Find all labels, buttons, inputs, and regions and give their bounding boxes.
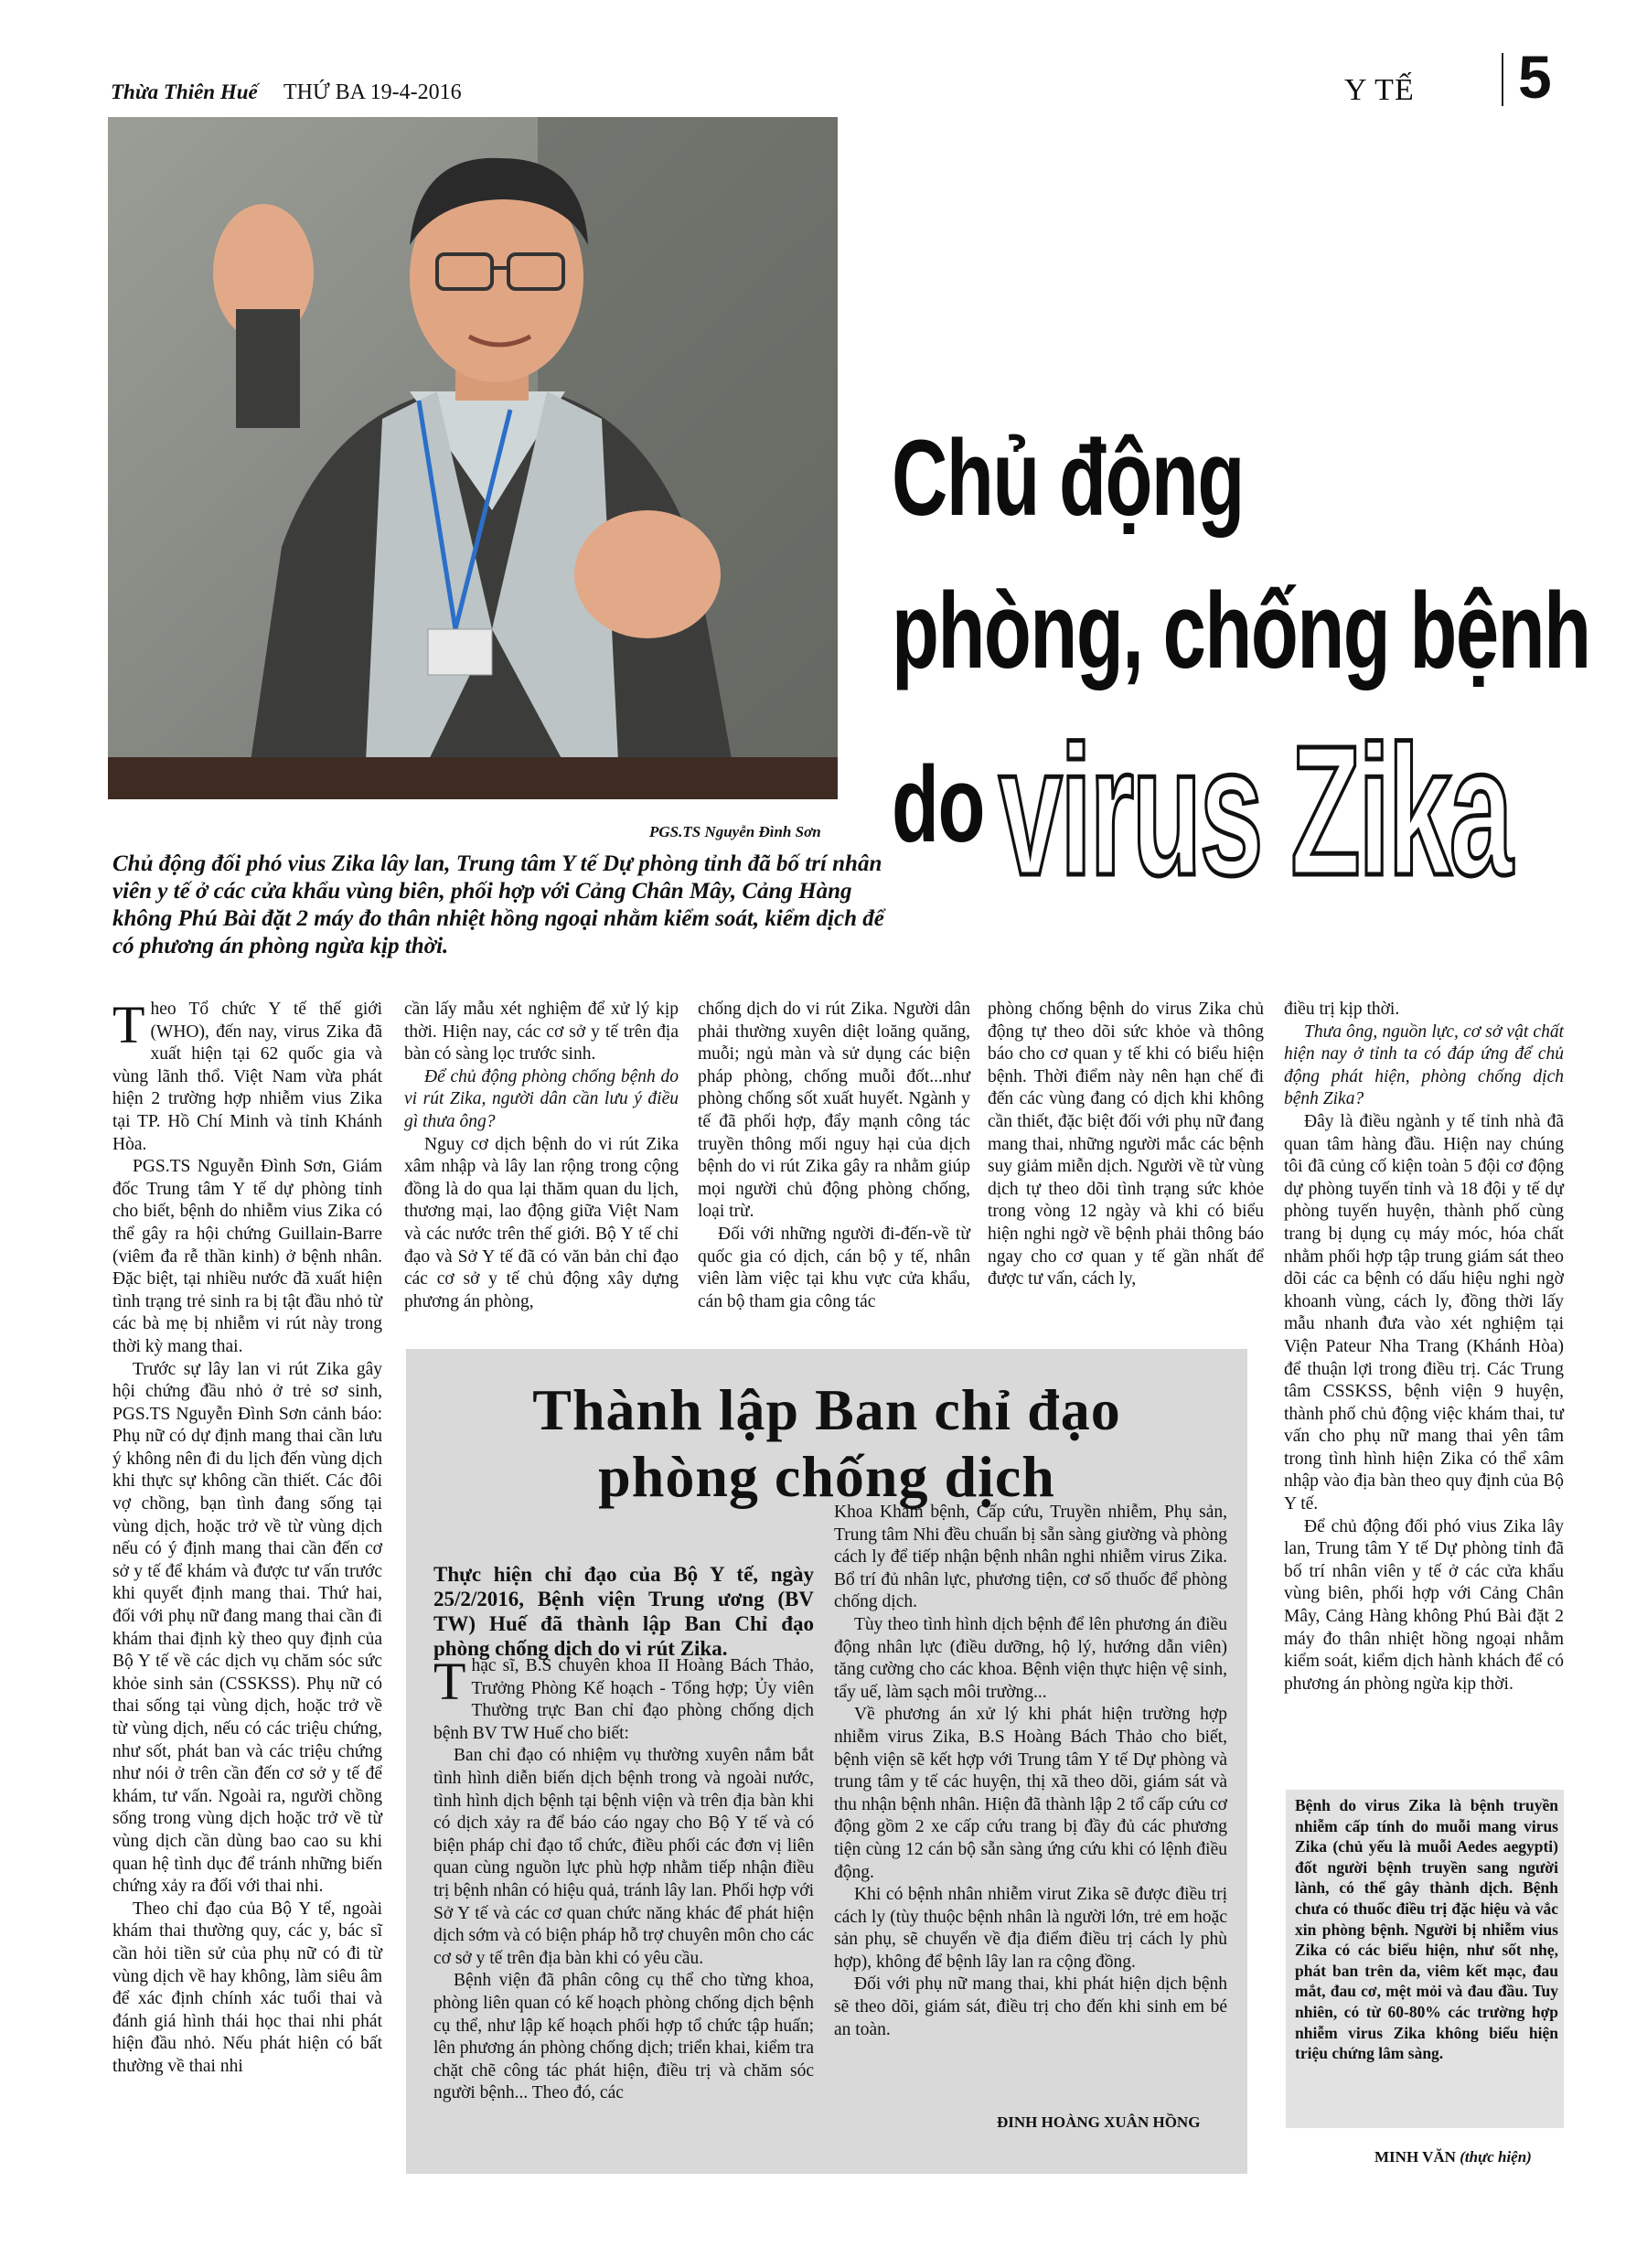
sidebar-byline: ĐINH HOÀNG XUÂN HỒNG	[997, 2113, 1201, 2131]
sidebar-column-1	[433, 1652, 814, 2105]
paragraph: Trước sự lây lan vi rút Zika gây hội chứng đầu nhỏ ở trẻ sơ sinh, PGS.TS Nguyễn Đình Sơn cảnh báo: Phụ nữ có dự định mang thai cần lưu ý không nên đi du lịch đến vùng dịch khi thực sự không cần thiết. Các đôi vợ chồng, bạn tình đang sống tại vùng dịch, hoặc trở về từ vùng dịch nếu có ý định mang thai cần đến cơ sở y tế để khám và được tư vấn trước khi quyết định mang thai. Thứ hai, đối với phụ nữ đang mang thai cần đi khám thai định kỳ theo quy định của Bộ Y tế về các dịch vụ chăm sóc sức khỏe sinh sản (CSSKSS). Phụ nữ có thai sống tại vùng dịch, hoặc trở về từ vùng dịch, nếu có các triệu chứng, như sốt, phát ban và các triệu chứng như nói ở trên cần đến cơ sở y tế để khám, tư vấn. Ngoài ra, người chồng sống trong vùng dịch hoặc trở về từ vùng dịch cần dùng bao cao su khi quan hệ tình dục để tránh những biến chứng xảy ra đối với thai nhi.	[112, 1359, 382, 1897]
paragraph: cần lấy mẫu xét nghiệm để xử lý kịp thời. Hiện nay, các cơ sở y tế trên địa bàn có sàng lọc trước sinh.	[404, 1000, 679, 1064]
paragraph: Ban chỉ đạo có nhiệm vụ thường xuyên nắm bắt tình hình diễn biến dịch bệnh trong và ngoài nước, tình hình dịch bệnh tại bệnh viện và trên địa bàn khi có dịch xảy ra để báo cáo ngay cho Bộ Y tế và có biện pháp chỉ đạo tổ chức, điều phối các đơn vị liên quan cùng nguồn lực phù hợp nhằm tiếp nhận điều trị bệnh nhân có hiệu quả, tránh lây lan. Phối hợp với Sở Y tế và các cơ quan chức năng khác để phát hiện dịch sớm và có biện pháp hỗ trợ chuyên môn cho các cơ sở y tế trên địa bàn khi có yêu cầu.	[433, 1746, 814, 1968]
article-column-5	[1284, 999, 1564, 1696]
issue-date: THỨ BA 19-4-2016	[283, 80, 462, 104]
author-name: MINH VĂN	[1374, 2148, 1456, 2166]
info-box-text: Bệnh do virus Zika là bệnh truyền nhiễm cấp tính do muỗi mang virus Zika (chủ yếu là muỗi Aedes aegypti) đốt người bệnh truyền sang người lành, có thể gây thành dịch. Bệnh chưa có thuốc điều trị đặc hiệu và vắc xin phòng bệnh. Người bị nhiễm vius Zika có các biểu hiện, như sốt nhẹ, phát ban trên da, viêm kết mạc, đau mắt, đau cơ, mệt mỏi và đau đầu. Tuy nhiên, có từ 60-80% các trường hợp nhiễm virus Zika không biểu hiện triệu chứng lâm sàng.	[1295, 1796, 1558, 2063]
headline-line-4: virus Zika	[999, 707, 1511, 914]
paragraph: Đây là điều ngành y tế tỉnh nhà đã quan tâm hàng đầu. Hiện nay chúng tôi đã củng cố kiện toàn 5 đội cơ động dự phòng tuyến tỉnh và 18 đội y tế dự phòng tuyến huyện, thành phố cùng trang bị dụng cụ máy móc, hóa chất nhằm phối hợp tập trung giám sát theo dõi các ca bệnh có dấu hiệu nghi ngờ khoanh vùng, cách ly, đồng thời lấy mẫu nhanh đưa vào xét nghiệm tại Viện Pateur Nha Trang (Khánh Hòa) để thuận lợi trong điều trị. Các Trung tâm CSSKSS, bệnh viện 9 huyện, thành phố chủ động việc khám thai, tư vấn cho phụ nữ mang thai yên tâm trong tình hình hiện Zika có thể xâm nhập vào địa bàn theo quy định của Bộ Y tế.	[1284, 1111, 1564, 1514]
paragraph: Nguy cơ dịch bệnh do vi rút Zika xâm nhập và lây lan rộng trong cộng đồng là do qua lại thăm quan du lịch, thương mại, lao động giữa Việt Nam và các nước trên thế giới. Bộ Y tế chỉ đạo và Sở Y tế đã có văn bản chỉ đạo các cơ sở y tế chủ động xây dựng phương án phòng,	[404, 1134, 679, 1311]
sidebar-title-line-2: phòng chống dịch	[598, 1444, 1055, 1509]
photo-caption: PGS.TS Nguyễn Đình Sơn	[649, 823, 821, 840]
sidebar-column-2	[834, 1502, 1227, 2041]
article-lead: Chủ động đối phó vius Zika lây lan, Trung tâm Y tế Dự phòng tỉnh đã bố trí nhân viên y tế ở các cửa khẩu vùng biên, phối hợp với Cảng Chân Mây, Cảng Hàng không Phú Bài đặt 2 máy đo thân nhiệt hồng ngoại nhằm kiểm soát, kiểm dịch để có phương án phòng ngừa kịp thời.	[112, 851, 884, 958]
paragraph: chống dịch do vi rút Zika. Người dân phải thường xuyên diệt loăng quăng, muỗi; ngủ màn và sử dụng các biện pháp phòng, chống muỗi đốt...như phòng chống sốt xuất huyết. Ngành y tế đã phối hợp, đẩy mạnh công tác truyền thông mối nguy hại của dịch bệnh do vi rút Zika gây ra nhằm giúp mọi người chủ động phòng chống, loại trừ.	[698, 1000, 970, 1222]
masthead: Thừa Thiên Huế	[111, 80, 258, 103]
page-number: 5	[1518, 43, 1552, 111]
paragraph: Khoa Khám bệnh, Cấp cứu, Truyền nhiễm, Phụ sản, Trung tâm Nhi đều chuẩn bị sẵn sàng giường và phòng cách ly để tiếp nhận bệnh nhân nghi nhiễm virus Zika. Bổ trí đủ nhân lực, phương tiện, cơ số thuốc để phòng chống dịch.	[834, 1503, 1227, 1612]
portrait-illustration	[108, 117, 838, 799]
article-column-1	[112, 995, 382, 2079]
headline-line-2: phòng, chống bệnh	[892, 571, 1590, 691]
paragraph: Khi có bệnh nhân nhiễm virut Zika sẽ được điều trị cách ly (tùy thuộc bệnh nhân là người lớn, trẻ em hoặc sản phụ, sẽ chuyển về địa điểm điều trị cách ly phù hợp), không để bệnh lây lan ra cộng đồng.	[834, 1885, 1227, 1972]
portrait-photo	[108, 117, 838, 799]
paragraph: Đối với những người đi-đến-về từ quốc gia có dịch, cán bộ y tế, nhân viên làm việc tại khu vực cửa khẩu, cán bộ tham gia công tác	[698, 1224, 970, 1311]
paragraph: Bệnh viện đã phân công cụ thể cho từng khoa, phòng liên quan có kế hoạch phòng chống dịch bệnh cụ thể, như lập kế hoạch phối hợp tổ chức tập huấn; lên phương án phòng chống dịch; triển khai, kiểm tra chặt chẽ công tác phát hiện, điều trị và chăm sóc người bệnh... Theo đó, các	[433, 1971, 814, 2103]
headline-line-1: Chủ động	[892, 418, 1244, 539]
paragraph: điều trị kịp thời.	[1284, 1000, 1400, 1019]
paragraph: hạc sĩ, B.S chuyên khoa II Hoàng Bách Thảo, Trưởng Phòng Kế hoạch - Tổng hợp; Ủy viên Thường trực Ban chỉ đạo phòng chống dịch bệnh BV TW Huế cho biết:	[433, 1656, 814, 1743]
article-byline	[1374, 2148, 1532, 2166]
paragraph: Tùy theo tình hình dịch bệnh để lên phương án điều động nhân lực (điều dưỡng, hộ lý, hướng dẫn viên) tăng cường cho các khoa. Bệnh viện thực hiện vệ sinh, tẩy uế, làm sạch môi trường...	[834, 1614, 1227, 1702]
interview-question: Để chủ động phòng chống bệnh do vi rút Zika, người dân cần lưu ý điều gì thưa ông?	[404, 1066, 679, 1131]
sidebar-lead: Thực hiện chỉ đạo của Bộ Y tế, ngày 25/2/2016, Bệnh viện Trung ương (BV TW) Huế đã thành lập Ban Chỉ đạo phòng chống dịch do vi rút Zika.	[433, 1563, 814, 1660]
headline-line-3: do	[892, 744, 984, 865]
paragraph: phòng chống bệnh do virus Zika chủ động tự theo dõi sức khỏe và thông báo cho cơ quan y tế khi có biểu hiện bệnh. Thời điểm này nên hạn chế đi đến các vùng đang có dịch khi không cần thiết, đặc biệt đối với phụ nữ đang mang thai, những người mắc các bệnh suy giảm miễn dịch. Người về từ vùng dịch tự theo dõi tình trạng sức khỏe trong vòng 12 ngày và khi có biểu hiện nghi ngờ về bệnh phải thông báo ngay cho cơ quan y tế gần nhất để được tư vấn, cách ly,	[988, 1000, 1264, 1289]
author-role: (thực hiện)	[1460, 2148, 1532, 2166]
paragraph: heo Tổ chức Y tế thế giới (WHO), đến nay, virus Zika đã xuất hiện tại 62 quốc gia và vùng lãnh thổ. Việt Nam vừa phát hiện 2 trường hợp nhiễm vius Zika tại TP. Hồ Chí Minh và tỉnh Khánh Hòa.	[112, 1000, 382, 1154]
paragraph: Về phương án xử lý khi phát hiện trường hợp nhiễm virus Zika, B.S Hoàng Bách Thảo cho biết, bệnh viện sẽ kết hợp với Trung tâm Y tế Dự phòng và trung tâm y tế các huyện, thị xã theo dõi, giám sát và thu nhận bệnh nhân. Hiện đã thành lập 2 tổ cấp cứu cơ động gồm 2 xe cấp cứu trang bị đầy đủ các phương tiện cùng 12 cán bộ sẵn sàng ứng cứu khi có lệnh điều động.	[834, 1705, 1227, 1882]
section-label: Y TẾ	[1344, 73, 1415, 107]
article-column-2	[404, 999, 679, 1313]
paragraph: PGS.TS Nguyễn Đình Sơn, Giám đốc Trung tâm Y tế dự phòng tỉnh cho biết, bệnh do nhiễm vius Zika có thể gây ra hội chứng Guillain-Barre (viêm đa rễ thần kinh) ở bệnh nhân. Đặc biệt, tại nhiều nước đã xuất hiện tình trạng trẻ sinh ra bị tật đầu nhỏ từ các bà mẹ bị nhiễm vi rút này trong thời kỳ mang thai.	[112, 1157, 382, 1356]
paragraph: Theo chỉ đạo của Bộ Y tế, ngoài khám thai thường quy, các y, bác sĩ cần hỏi tiền sử của phụ nữ có đi từ vùng dịch về hay không, làm siêu âm để xác định chính xác tuổi thai và đánh giá hình thái học thai nhi phát hiện đầu nhỏ. Nếu phát hiện có bất thường về thai nhi	[112, 1899, 382, 2076]
drop-cap: T	[433, 1652, 466, 1711]
paragraph: Đối với phụ nữ mang thai, khi phát hiện dịch bệnh sẽ theo dõi, giám sát, điều trị cho đến khi sinh em bé an toàn.	[834, 1974, 1227, 2039]
sidebar-title-line-1: Thành lập Ban chỉ đạo	[532, 1377, 1121, 1442]
article-column-3	[698, 999, 970, 1313]
page-divider	[1502, 53, 1503, 106]
interview-question: Thưa ông, nguồn lực, cơ sở vật chất hiện nay ở tỉnh ta có đáp ứng để chủ động phát hiện, phòng chống dịch bệnh Zika?	[1284, 1022, 1564, 1109]
paragraph: Để chủ động đối phó vius Zika lây lan, Trung tâm Y tế Dự phòng tỉnh đã bố trí nhân viên y tế ở các cửa khẩu vùng biên, phối hợp với Cảng Chân Mây, Cảng Hàng không Phú Bài đặt 2 máy đo thân nhiệt hồng ngoại nhằm kiểm soát, kiểm dịch hành khách để có phương án phòng ngừa kịp thời.	[1284, 1516, 1564, 1694]
article-column-4	[988, 999, 1264, 1291]
drop-cap: T	[112, 995, 145, 1054]
